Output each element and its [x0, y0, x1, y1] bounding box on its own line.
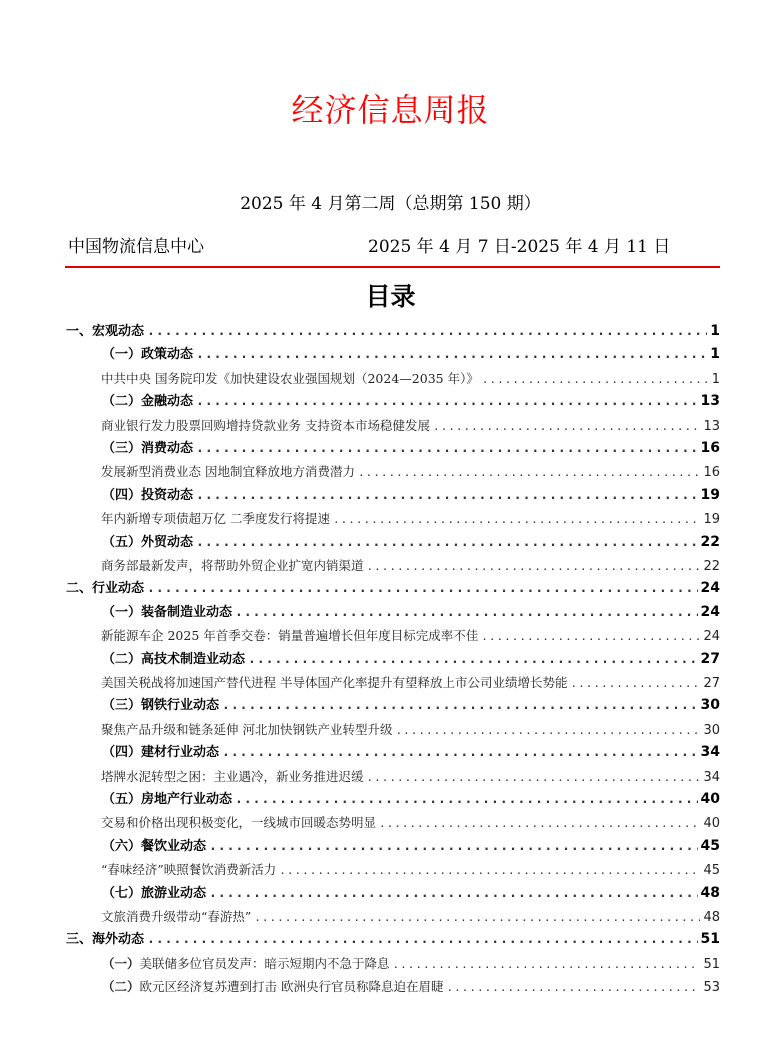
toc-entry-title: （三）钢铁行业动态 — [102, 698, 220, 714]
toc-page-number: 16 — [703, 465, 720, 481]
toc-page-number: 1 — [711, 371, 720, 387]
toc-page-number: 22 — [700, 533, 720, 550]
toc-entry-title — [102, 952, 390, 975]
toc-page-number: 24 — [703, 629, 720, 645]
toc-entry[interactable] — [101, 460, 720, 483]
toc-page-number: 13 — [700, 393, 720, 410]
toc-entry[interactable] — [102, 882, 720, 905]
issue-line: 2025 年 4 月第二周（总期第 150 期） — [240, 194, 541, 214]
toc-entry[interactable] — [101, 718, 720, 741]
toc-page-number: 40 — [700, 791, 720, 807]
toc-leader-dots — [147, 320, 707, 343]
toc-page-number: 34 — [700, 744, 720, 761]
toc-entry-title: 交易和价格出现积极变化，一线城市回暖态势明显 — [101, 815, 377, 831]
toc-leader-dots — [196, 531, 698, 554]
toc-page-number: 24 — [700, 603, 720, 620]
toc-entry-title: （六）餐饮业动态 — [102, 838, 207, 854]
toc-page-number: 27 — [703, 676, 720, 691]
toc-entry-prefix: （一） — [102, 955, 140, 971]
toc-leader-dots — [196, 437, 698, 460]
toc-page-number: 40 — [703, 816, 720, 832]
toc-leader-dots — [222, 694, 698, 717]
toc-page-number: 30 — [700, 697, 720, 714]
toc-heading: 目录 — [365, 282, 416, 311]
toc-leader-dots — [248, 648, 698, 671]
toc-page-number: 19 — [703, 512, 720, 528]
toc-entry-title: 一、宏观动态 — [66, 324, 145, 339]
toc-entry[interactable] — [102, 694, 720, 717]
toc-entry[interactable] — [102, 601, 720, 624]
toc-leader-dots — [379, 812, 700, 835]
toc-leader-dots — [196, 484, 698, 507]
toc-entry[interactable] — [66, 928, 720, 951]
toc-entry[interactable] — [101, 554, 720, 577]
toc-entry-text: 美联储多位官员发声：暗示短期内不急于降息 — [139, 955, 390, 971]
toc-entry-title: 年内新增专项债超万亿 二季度发行将提速 — [101, 511, 330, 527]
toc-entry-title: （五）房地产行业动态 — [102, 792, 233, 807]
toc-leader-dots — [279, 859, 700, 882]
toc-page-number: 45 — [700, 837, 720, 854]
toc-entry-title: 商务部最新发声，将帮助外贸企业扩宽内销渠道 — [101, 558, 364, 573]
toc-page-number: 13 — [703, 418, 720, 434]
toc-entry[interactable] — [66, 577, 720, 600]
toc-page-number: 53 — [703, 980, 720, 996]
toc-page-number: 22 — [703, 559, 720, 574]
toc-entry-title: （二）金融动态 — [102, 394, 194, 410]
toc-leader-dots — [235, 788, 698, 811]
toc-leader-dots — [235, 601, 698, 624]
toc-leader-dots — [209, 835, 698, 858]
toc-entry-title: （四）建材行业动态 — [102, 745, 220, 761]
toc-entry-title: 中共中央 国务院印发《加快建设农业强国规划（2024—2035 年）》 — [101, 370, 479, 386]
toc-entry-title: 塔牌水泥转型之困：主业遇冷，新业务推进迟缓 — [101, 768, 364, 784]
toc-leader-dots — [570, 672, 700, 695]
toc-entry[interactable] — [102, 975, 720, 998]
toc-entry-title: “春味经济”映照餐饮消费新活力 — [101, 862, 277, 878]
toc-page-number: 19 — [700, 486, 720, 503]
toc-leader-dots — [254, 906, 700, 929]
toc-entry[interactable] — [101, 414, 720, 437]
toc-entry[interactable] — [101, 858, 720, 881]
toc-entry-title: 新能源车企 2025 年首季交卷：销量普遍增长但年度目标完成率不佳 — [101, 628, 479, 644]
toc-entry-title: （二）高技术制造业动态 — [102, 651, 246, 667]
toc-entry[interactable] — [102, 952, 720, 975]
toc-page-number: 34 — [703, 769, 720, 785]
toc-leader-dots — [481, 625, 700, 648]
toc-entry-title: （一）装备制造业动态 — [102, 604, 233, 620]
toc-leader-dots — [482, 368, 709, 391]
toc-entry[interactable] — [102, 835, 720, 858]
toc-leader-dots — [147, 577, 698, 600]
toc-entry-title — [102, 975, 444, 998]
toc-entry[interactable] — [101, 905, 720, 928]
toc-entry-title: （四）投资动态 — [102, 487, 194, 503]
toc-leader-dots — [395, 719, 700, 742]
toc-entry[interactable] — [102, 390, 720, 413]
toc-entry[interactable] — [102, 788, 720, 811]
toc-entry-title: （七）旅游业动态 — [102, 885, 207, 901]
header-divider — [65, 266, 720, 268]
toc-page-number: 48 — [700, 884, 720, 901]
toc-page-number: 51 — [700, 931, 720, 948]
toc-page-number: 24 — [700, 580, 720, 597]
toc-leader-dots — [358, 461, 700, 484]
toc-entry[interactable] — [102, 648, 720, 671]
toc-entry[interactable] — [101, 671, 720, 694]
toc-entry-title: 发展新型消费业态 因地制宜释放地方消费潜力 — [101, 464, 355, 480]
toc-entry[interactable] — [102, 343, 720, 366]
toc-leader-dots — [333, 508, 700, 531]
toc-leader-dots — [196, 343, 707, 366]
toc-leader-dots — [393, 953, 701, 976]
toc-page-number: 51 — [703, 956, 720, 972]
toc-entry-prefix: （二） — [102, 979, 140, 995]
toc-leader-dots — [433, 415, 700, 438]
toc-page-number: 1 — [710, 346, 720, 363]
toc-entry[interactable] — [102, 741, 720, 764]
toc-entry[interactable] — [101, 765, 720, 788]
toc-entry[interactable] — [66, 320, 720, 343]
toc-entry[interactable] — [102, 437, 720, 460]
toc-leader-dots — [367, 555, 701, 578]
toc-entry[interactable] — [101, 624, 720, 647]
toc-entry-title: 商业银行发力股票回购增持贷款业务 支持资本市场稳健发展 — [101, 417, 430, 433]
toc-leader-dots — [222, 741, 698, 764]
toc-entry[interactable] — [101, 367, 720, 390]
toc-leader-dots — [367, 766, 701, 789]
toc-page-number: 48 — [703, 910, 720, 925]
toc-page-number: 27 — [700, 650, 720, 667]
organization: 中国物流信息中心 — [68, 237, 204, 257]
toc-entry-title: 二、行业动态 — [66, 581, 145, 597]
toc-entry-title: （五）外贸动态 — [102, 534, 194, 550]
toc-entry-text: 欧元区经济复苏遭到打击 欧洲央行官员称降息迫在眉睫 — [139, 979, 444, 995]
toc-entry[interactable] — [101, 811, 720, 834]
toc-leader-dots — [447, 976, 701, 999]
date-range: 2025 年 4 月 7 日-2025 年 4 月 11 日 — [368, 237, 671, 257]
toc-entry-title: （一）政策动态 — [102, 347, 194, 363]
document-title: 经济信息周报 — [291, 91, 490, 129]
toc-entry-title: 美国关税战将加速国产替代进程 半导体国产化率提升有望释放上市公司业绩增长势能 — [101, 675, 568, 690]
toc-page-number: 45 — [703, 863, 720, 879]
toc-entry-title: 文旅消费升级带动“春游热” — [101, 909, 252, 924]
toc-entry-title: （三）消费动态 — [102, 441, 194, 456]
toc-page-number: 30 — [703, 722, 720, 738]
toc-entry[interactable] — [101, 507, 720, 530]
toc-leader-dots — [209, 882, 698, 905]
toc-entry-title: 三、海外动态 — [66, 932, 145, 948]
toc-entry-title: 聚焦产品升级和链条延伸 河北加快钢铁产业转型升级 — [101, 721, 393, 737]
toc-leader-dots — [147, 928, 698, 951]
toc-leader-dots — [196, 390, 698, 413]
toc-entry[interactable] — [102, 484, 720, 507]
toc-entry[interactable] — [102, 531, 720, 554]
toc-page-number: 16 — [700, 440, 720, 456]
toc-page-number: 1 — [710, 323, 720, 339]
